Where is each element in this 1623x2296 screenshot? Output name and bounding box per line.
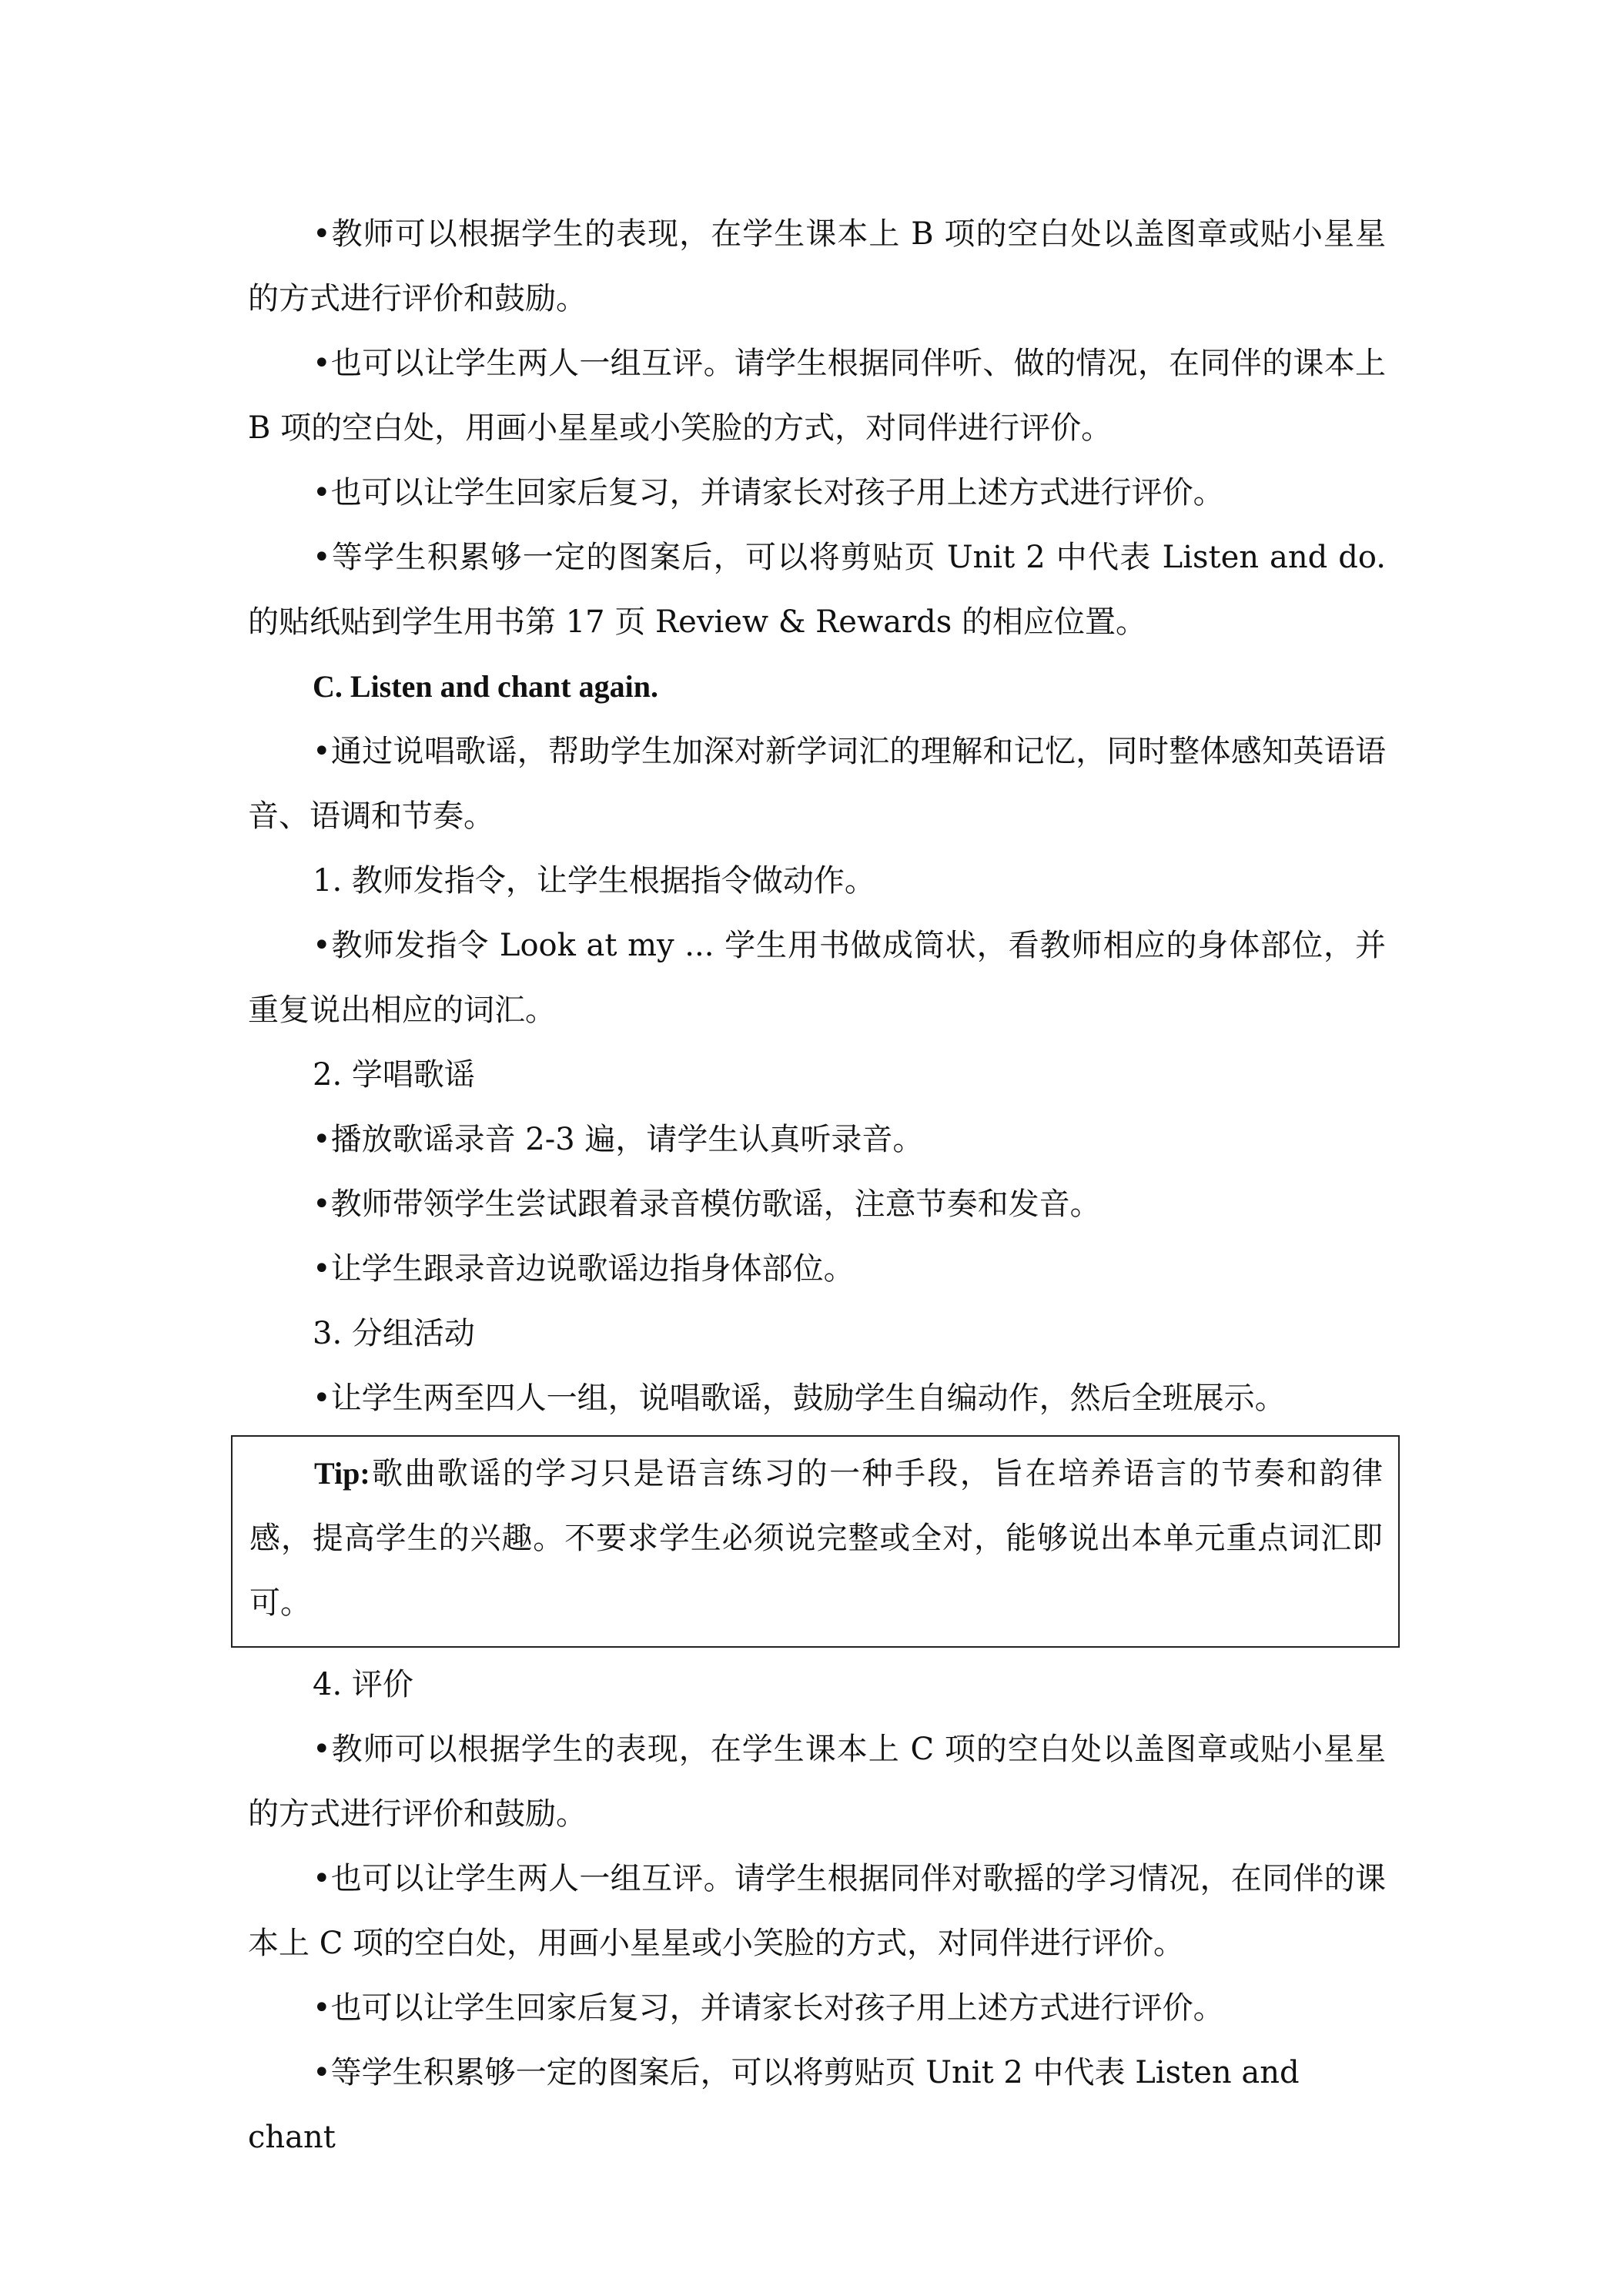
step-1-title: 1. 教师发指令，让学生根据指令做动作。 [313,863,875,899]
paragraph-b-peer-evaluation: •也可以让学生两人一组互评。请学生根据同伴听、做的情况，在同伴的课本上 B 项的空白处，用画小星星或小笑脸的方式，对同伴进行评价。 [248,346,1386,446]
tip-box [231,1435,1400,1648]
tip-paragraph [249,1441,1398,1635]
section-c-intro: •通过说唱歌谣，帮助学生加深对新学词汇的理解和记忆，同时整体感知英语语音、语调和节奏。 [248,734,1386,834]
step-4-teacher-evaluation: •教师可以根据学生的表现，在学生课本上 C 项的空白处以盖图章或贴小星星的方式进行评价和鼓励。 [248,1732,1386,1832]
tip-label: Tip: [314,1456,370,1491]
document-page [248,202,1386,2170]
step-2-title: 2. 学唱歌谣 [313,1057,475,1093]
step-4-title: 4. 评价 [313,1667,413,1702]
step-2-item-imitate: •教师带领学生尝试跟着录音模仿歌谣，注意节奏和发音。 [313,1186,1101,1222]
step-1-detail: •教师发指令 Look at my ... 学生用书做成筒状，看教师相应的身体部位，并重复说出相应的词汇。 [248,928,1386,1028]
step-4-home-review: •也可以让学生回家后复习，并请家长对孩子用上述方式进行评价。 [313,1990,1224,2026]
paragraph-b-home-review: •也可以让学生回家后复习，并请家长对孩子用上述方式进行评价。 [313,475,1224,510]
step-3-title: 3. 分组活动 [313,1316,475,1351]
step-4-peer-evaluation: •也可以让学生两人一组互评。请学生根据同伴对歌摇的学习情况，在同伴的课本上 C 项的空白处，用画小星星或小笑脸的方式，对同伴进行评价。 [248,1861,1386,1961]
step-2-item-point: •让学生跟录音边说歌谣边指身体部位。 [313,1251,855,1287]
section-c-heading: C. Listen and chant again. [313,669,658,704]
step-3-detail: •让学生两至四人一组，说唱歌谣，鼓励学生自编动作，然后全班展示。 [313,1381,1286,1416]
paragraph-b-teacher-evaluation: •教师可以根据学生的表现，在学生课本上 B 项的空白处以盖图章或贴小星星的方式进行评价和鼓励。 [248,216,1386,316]
paragraph-b-stickers: •等学生积累够一定的图案后，可以将剪贴页 Unit 2 中代表 Listen and do.的贴纸贴到学生用书第 17 页 Review & Rewards 的相应位置。 [248,540,1386,640]
step-4-stickers: •等学生积累够一定的图案后，可以将剪贴页 Unit 2 中代表 Listen and chant [248,2055,1300,2155]
step-2-item-play: •播放歌谣录音 2-3 遍，请学生认真听录音。 [313,1122,924,1157]
tip-text: 歌曲歌谣的学习只是语言练习的一种手段，旨在培养语言的节奏和韵律感，提高学生的兴趣。不要求学生必须说完整或全对，能够说出本单元重点词汇即可。 [249,1456,1383,1621]
